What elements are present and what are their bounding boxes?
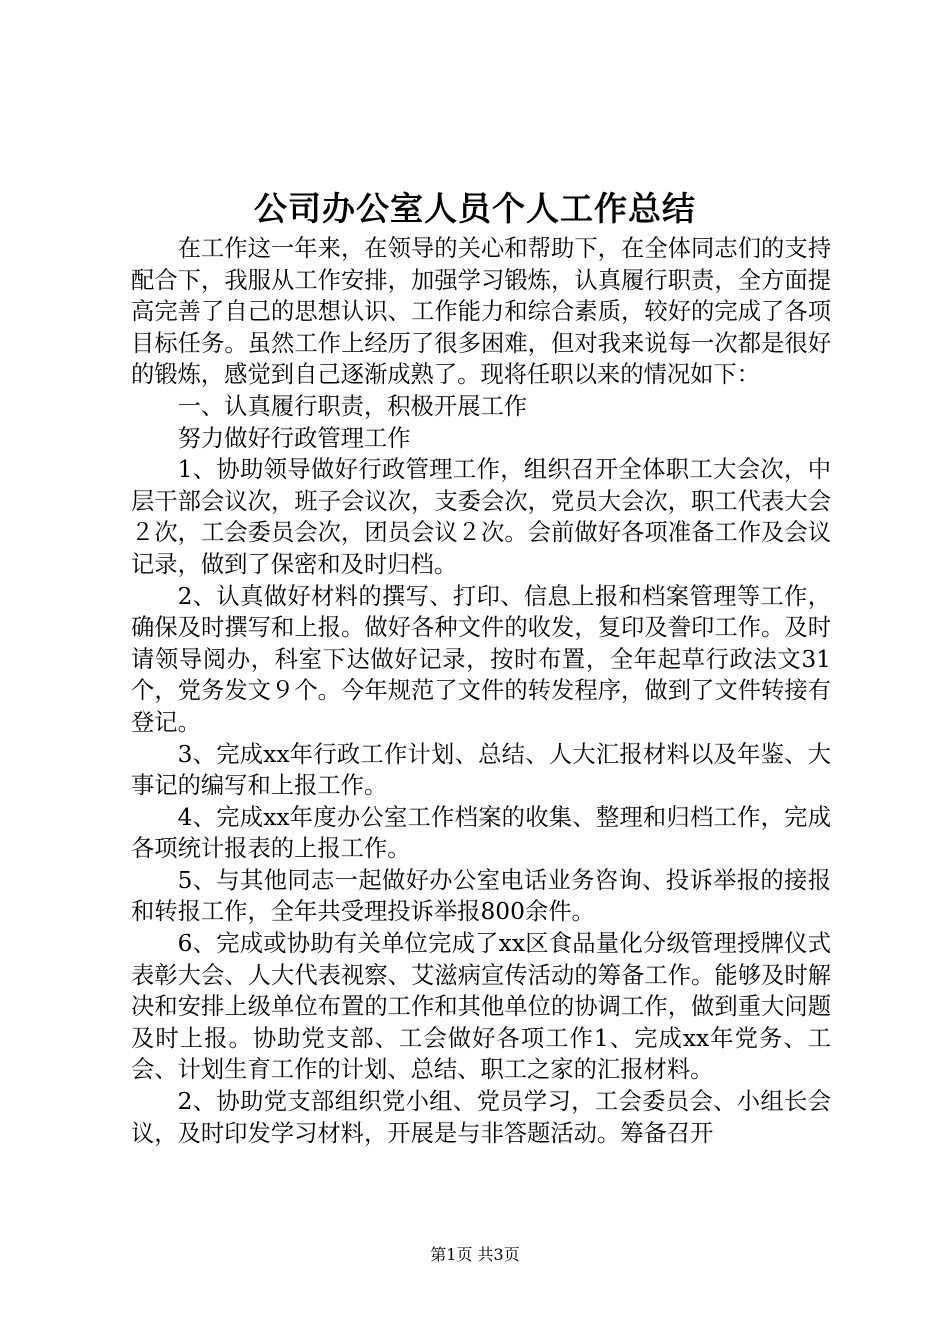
paragraph-item-1: 1、协助领导做好行政管理工作，组织召开全体职工大会次，中层干部会议次，班子会议次，支委会次，党员大会次，职工代表大会２次，工会委员会次，团员会议２次。会前做好各项准备工作及会议记录，做到了保密和及时归档。 bbox=[131, 456, 831, 578]
paragraph-item-3: 3、完成xx年行政工作计划、总结、人大汇报材料以及年鉴、大事记的编写和上报工作。 bbox=[131, 740, 831, 800]
section-heading-1: 一、认真履行职责，积极开展工作 bbox=[177, 392, 528, 420]
document-title: 公司办公室人员个人工作总结 bbox=[254, 189, 696, 228]
paragraph-item-6: 6、完成或协助有关单位完成了xx区食品量化分级管理授牌仪式表彰大会、人大代表视察、艾滋病宣传活动的筹备工作。能够及时解决和安排上级单位布置的工作和其他单位的协调工作，做到重大问题及时上报。协助党支部、工会做好各项工作1、完成xx年党务、工会、计划生育工作的计划、总结、职工之家的汇报材料。 bbox=[131, 930, 831, 1084]
subsection-heading-admin: 努力做好行政管理工作 bbox=[177, 424, 411, 452]
paragraph-item-2: 2、认真做好材料的撰写、打印、信息上报和档案管理等工作，确保及时撰写和上报。做好各种文件的收发，复印及誊印工作。及时请领导阅办，科室下达做好记录，按时布置，全年起草行政法文31个，党务发文９个。今年规范了文件的转发程序，做到了文件转接有登记。 bbox=[131, 582, 831, 736]
paragraph-item-5: 5、与其他同志一起做好办公室电话业务咨询、投诉举报的接报和转报工作，全年共受理投诉举报800余件。 bbox=[131, 866, 831, 926]
paragraph-party-item-2: 2、协助党支部组织党小组、党员学习，工会委员会、小组长会议，及时印发学习材料，开展是与非答题活动。筹备召开 bbox=[131, 1088, 831, 1147]
document-body bbox=[131, 233, 831, 1149]
paragraph-intro: 在工作这一年来，在领导的关心和帮助下，在全体同志们的支持配合下，我服从工作安排，加强学习锻炼，认真履行职责，全方面提高完善了自己的思想认识、工作能力和综合素质，较好的完成了各项目标任务。虽然工作上经历了很多困难，但对我来说每一次都是很好的锻炼，感觉到自己逐渐成熟了。现将任职以来的情况如下： bbox=[131, 235, 831, 389]
paragraph-item-4: 4、完成xx年度办公室工作档案的收集、整理和归档工作，完成各项统计报表的上报工作。 bbox=[131, 803, 831, 863]
page-footer: 第1页 共3页 bbox=[430, 1245, 520, 1264]
